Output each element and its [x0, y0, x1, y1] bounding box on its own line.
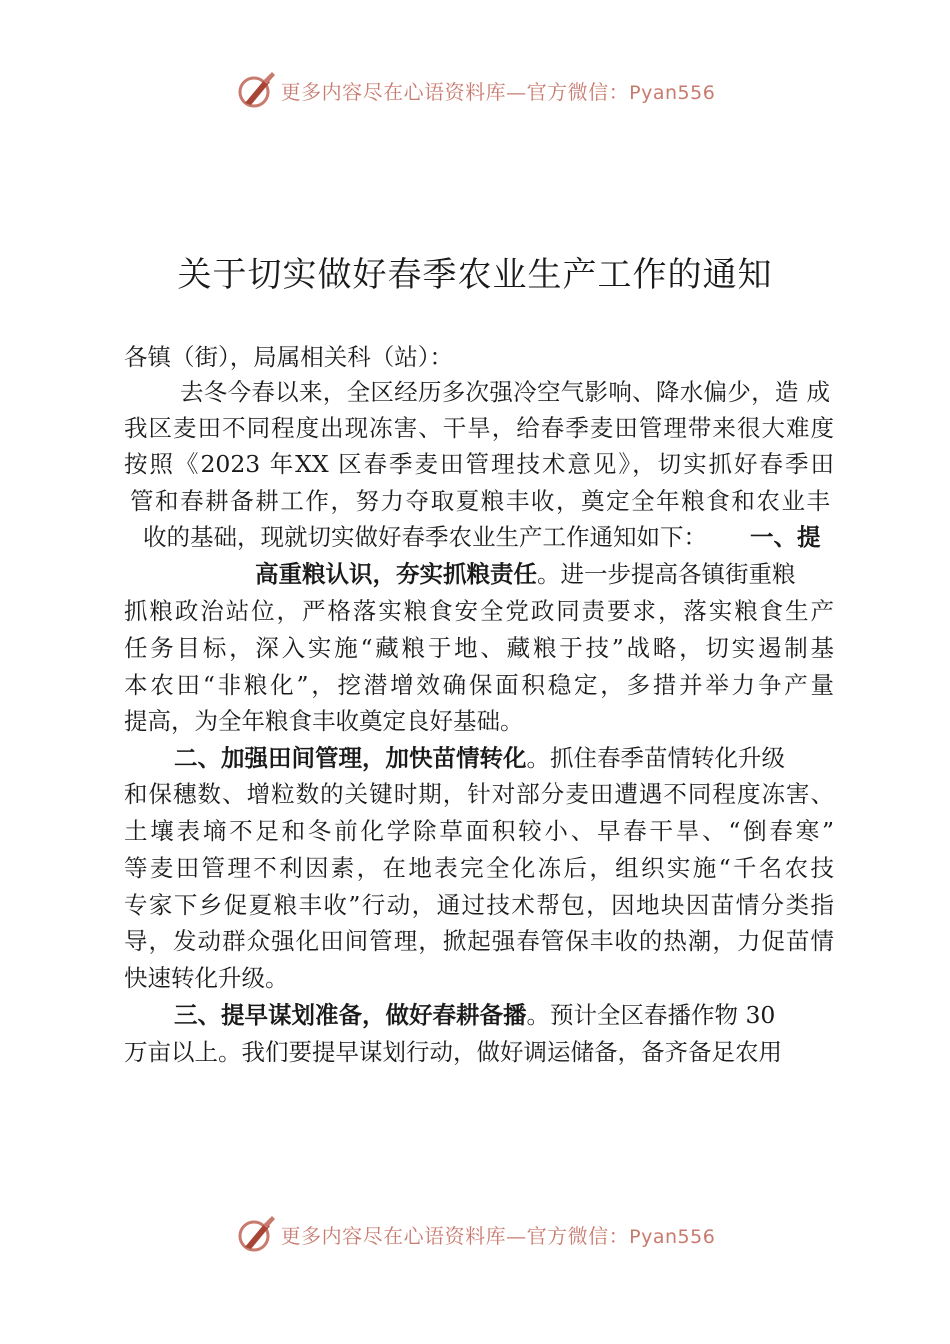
section-1-line: 高重粮认识，夯实抓粮责任。进一步提高各镇街重粮 — [255, 560, 796, 588]
body-line: 我区麦田不同程度出现冻害、干旱，给春季麦田管理带来很大难度 — [124, 414, 834, 442]
watermark-footer — [0, 1212, 950, 1256]
body-line: 任务目标，深入实施“藏粮于地、藏粮于技”战略，切实遏制基 — [124, 634, 834, 662]
body-line: 万亩以上。我们要提早谋划行动，做好调运储备，备齐备足农用 — [124, 1038, 782, 1066]
body-line: 抓粮政治站位，严格落实粮食安全党政同责要求，落实粮食生产 — [124, 597, 834, 625]
salutation: 各镇（街），局属相关科（站）： — [124, 343, 453, 371]
pen-nib-logo-icon — [235, 69, 277, 111]
watermark-header — [0, 68, 950, 112]
section-3-line: 三、提早谋划准备，做好春耕备播。预计全区春播作物 30 — [174, 1001, 776, 1029]
body-line: 土壤表墒不足和冬前化学除草面积较小、早春干旱、“倒春寒” — [124, 817, 834, 845]
pen-nib-logo-icon — [235, 1213, 277, 1255]
section-heading-2: 二、加强田间管理，加快苗情转化 — [174, 744, 527, 772]
watermark-text: 更多内容尽在心语资料库—官方微信：Pyan556 — [280, 1223, 716, 1248]
body-line: 快速转化升级。 — [124, 964, 289, 992]
body-line: 收的基础，现就切实做好春季农业生产工作通知如下： — [143, 523, 707, 551]
body-line: 等麦田管理不利因素，在地表完全化冻后，组织实施“千名农技 — [124, 854, 834, 882]
body-line: 本农田“非粮化”，挖潜增效确保面积稳定，多措并举力争产量 — [124, 671, 834, 699]
body-line: 按照《2023 年XX 区春季麦田管理技术意见》，切实抓好春季田 — [124, 450, 834, 478]
section-heading-1-end: 高重粮认识，夯实抓粮责任 — [255, 560, 537, 588]
watermark-text: 更多内容尽在心语资料库—官方微信：Pyan556 — [280, 79, 716, 104]
body-line: 和保穗数、增粒数的关键时期，针对部分麦田遭遇不同程度冻害、 — [124, 780, 834, 808]
body-line: 提高，为全年粮食丰收奠定良好基础。 — [124, 707, 524, 735]
section-heading-3: 三、提早谋划准备，做好春耕备播 — [174, 1001, 527, 1029]
body-line: 去冬今春以来，全区经历多次强冷空气影响、降水偏少，造 成 — [180, 378, 830, 406]
body-line: 管和春耕备耕工作，努力夺取夏粮丰收，奠定全年粮食和农业丰 — [130, 487, 830, 515]
document-title: 关于切实做好春季农业生产工作的通知 — [177, 255, 773, 295]
section-2-line: 二、加强田间管理，加快苗情转化。抓住春季苗情转化升级 — [174, 744, 785, 772]
body-line: 导，发动群众强化田间管理，掀起强春管保丰收的热潮，力促苗情 — [124, 927, 834, 955]
body-line: 专家下乡促夏粮丰收”行动，通过技术帮包，因地块因苗情分类指 — [124, 891, 834, 919]
section-heading-1-start: 一、提 — [750, 523, 821, 551]
